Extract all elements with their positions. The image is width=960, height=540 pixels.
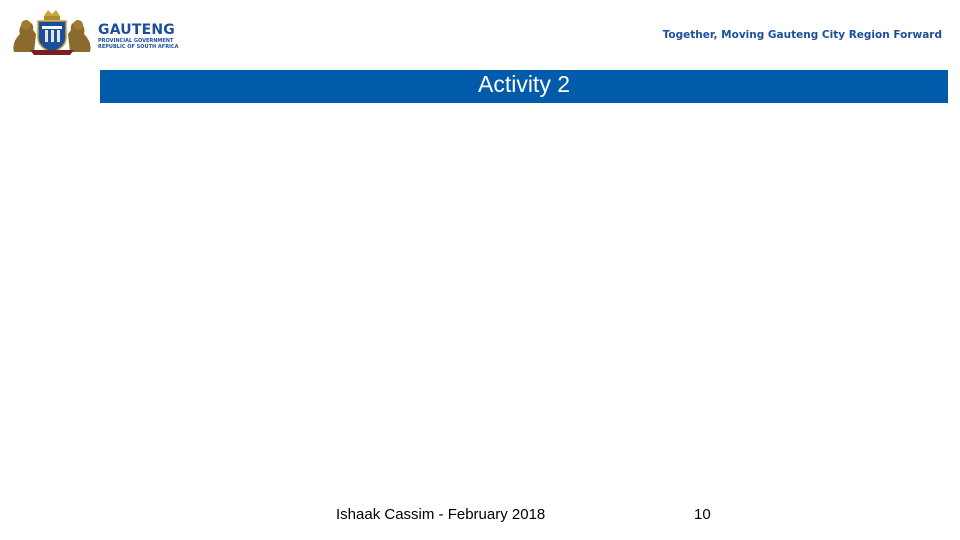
footer-author-date: Ishaak Cassim - February 2018 <box>336 506 546 523</box>
header-slogan: Together, Moving Gauteng City Region Forward <box>662 29 942 41</box>
logo-sub-text-1: PROVINCIAL GOVERNMENT <box>98 38 174 44</box>
gauteng-logo <box>10 8 190 58</box>
slide-title: Activity 2 <box>477 71 571 97</box>
title-bar <box>100 70 948 103</box>
logo-wordmark <box>98 23 198 50</box>
coat-of-arms-icon <box>10 8 94 56</box>
logo-sub-text-2: REPUBLIC OF SOUTH AFRICA <box>98 44 179 50</box>
logo-brand-text: GAUTENG <box>98 22 175 38</box>
page-number: 10 <box>694 506 711 523</box>
